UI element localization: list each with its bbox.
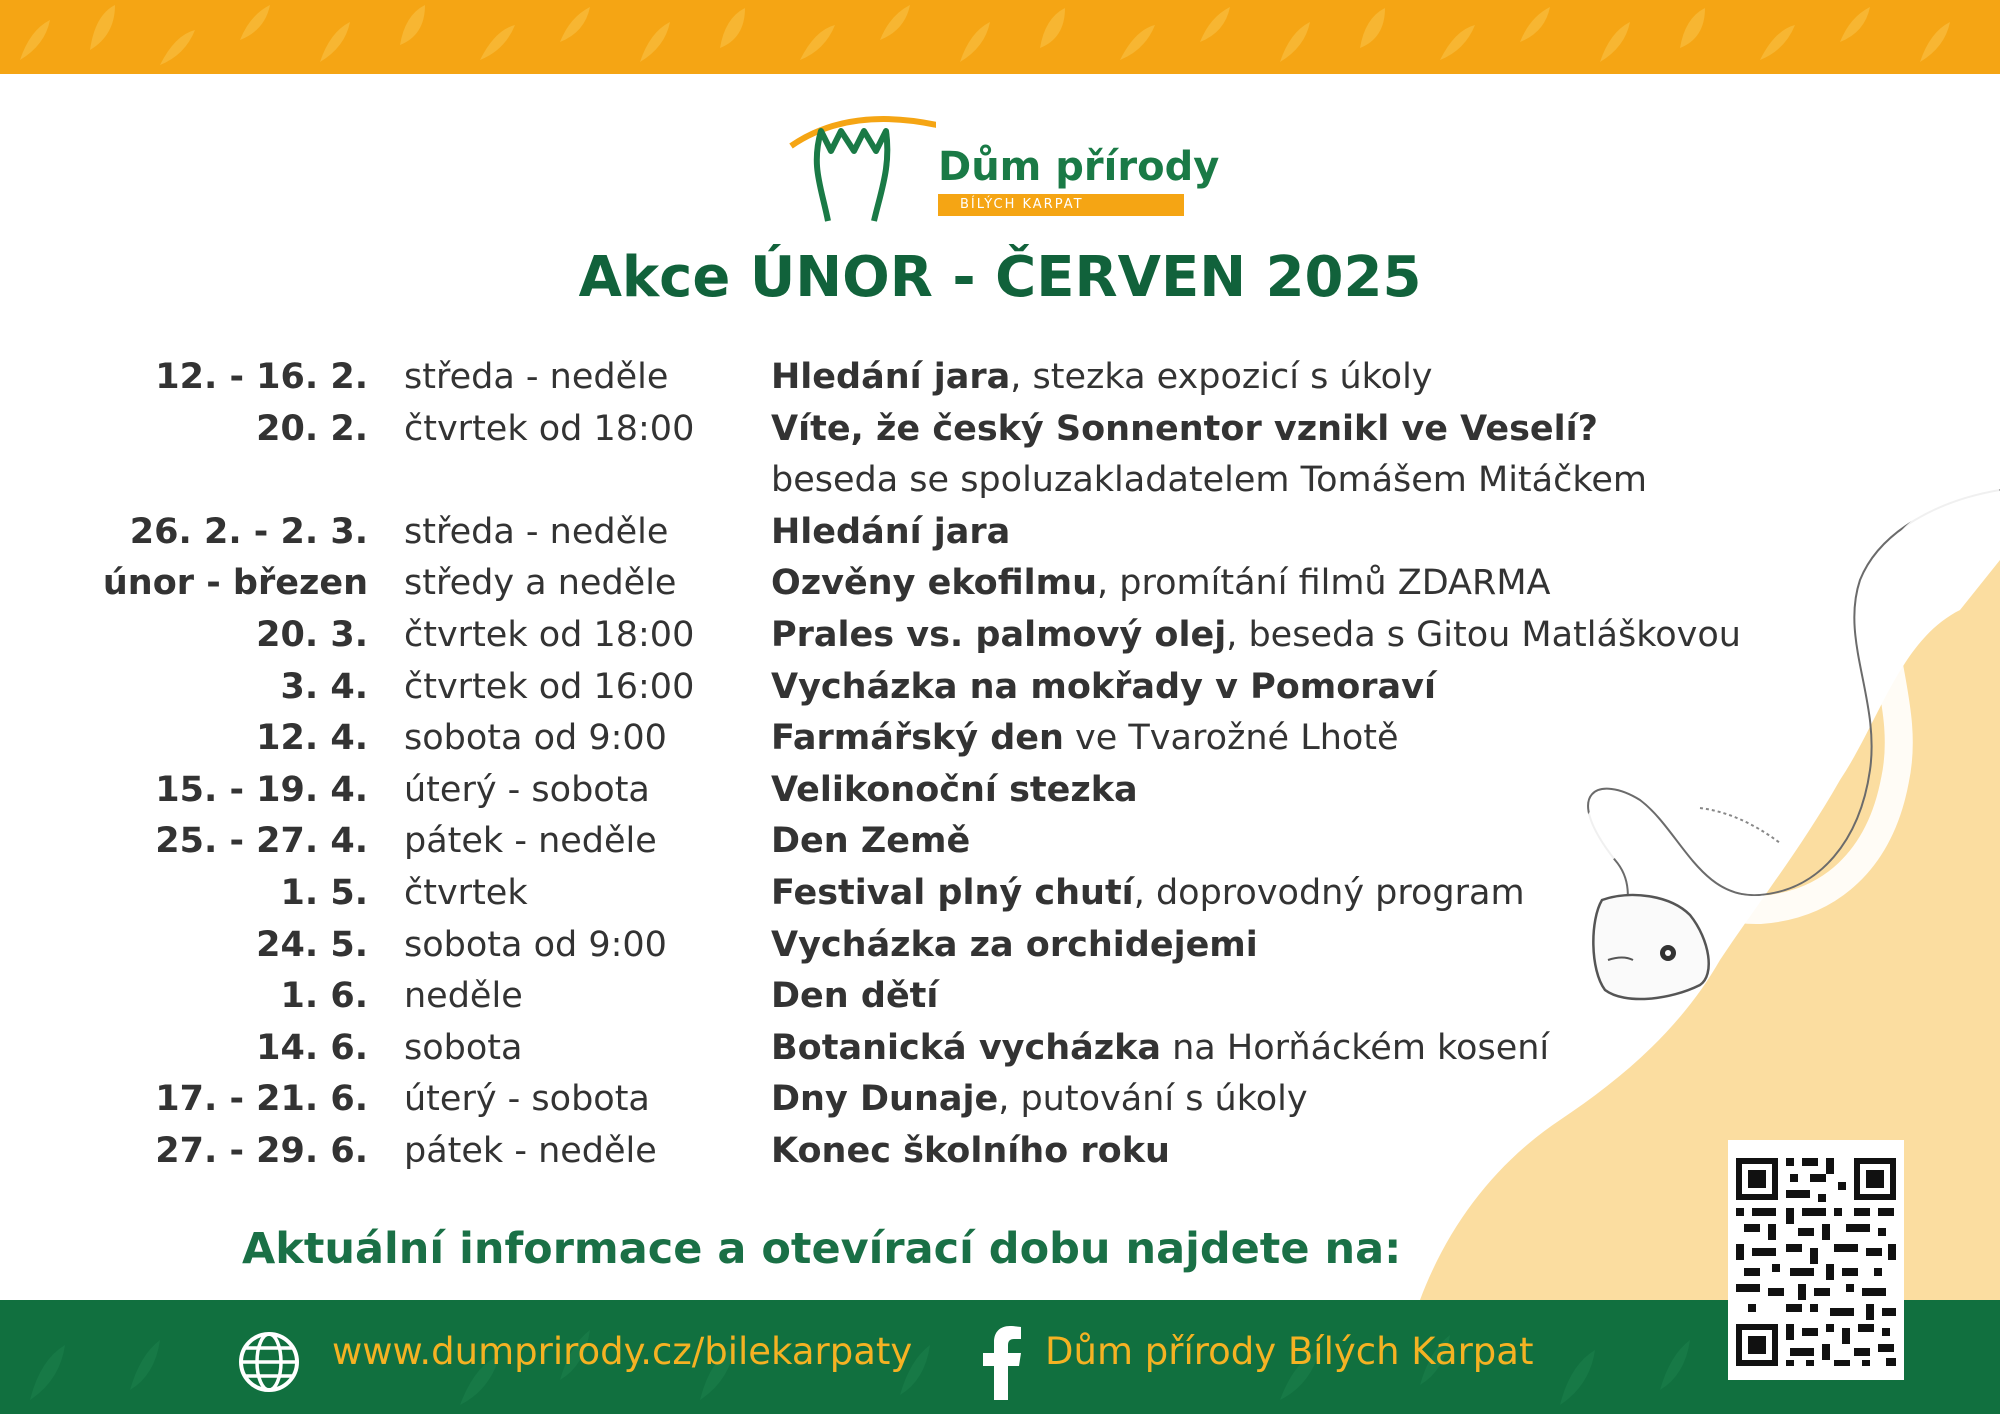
event-day: pátek - neděle [404,821,657,862]
event-day: pátek - neděle [404,1130,657,1171]
event-row [0,610,1760,662]
event-title [771,1126,1170,1178]
event-title-rest: , putování s úkoly [998,1079,1308,1120]
event-title-bold: Vycházka na mokřady v Pomoraví [771,666,1436,707]
event-title-bold: Vycházka za orchidejemi [771,924,1258,965]
event-day: středa - neděle [404,511,669,552]
event-date: únor - březen [102,563,368,604]
event-title-bold: Velikonoční stezka [771,769,1138,810]
event-row [0,558,1760,610]
event-date: 3. 4. [280,666,368,707]
logo-hand-icon [786,106,936,226]
event-title [771,455,1647,507]
event-row [0,507,1760,559]
event-title-rest: , doprovodný program [1133,872,1525,913]
logo [786,106,1220,226]
logo-name: Dům přírody [938,144,1220,190]
event-row [0,920,1760,972]
event-title-bold: Prales vs. palmový olej [771,614,1227,655]
event-title [771,765,1138,817]
event-title [771,558,1550,610]
website-link[interactable]: www.dumprirody.cz/bilekarpaty [332,1330,913,1373]
event-date: 20. 2. [256,408,368,449]
event-title-rest: , beseda s Gitou Matláškovou [1226,614,1741,655]
event-title [771,662,1436,714]
event-date: 15. - 19. 4. [155,769,368,810]
event-title [771,816,970,868]
event-title-bold: Farmářský den [771,718,1064,759]
event-day: čtvrtek od 16:00 [404,666,695,707]
event-title [771,920,1258,972]
event-row [0,971,1760,1023]
event-date: 14. 6. [256,1027,368,1068]
event-date: 12. 4. [256,718,368,759]
event-title-bold: Dny Dunaje [771,1079,999,1120]
event-row [0,1023,1760,1075]
event-day: středy a neděle [404,563,677,604]
event-row [0,816,1760,868]
event-title [771,971,938,1023]
event-day: středa - neděle [404,357,669,397]
event-day: úterý - sobota [404,769,650,810]
event-list [0,352,1760,1178]
event-row [0,662,1760,714]
event-row [0,713,1760,765]
event-day: úterý - sobota [404,1079,650,1120]
logo-subtitle: BÍLÝCH KARPAT [938,194,1184,216]
event-row [0,868,1760,920]
qr-code[interactable] [1728,1140,1904,1380]
event-title [771,352,1433,404]
event-day: čtvrtek od 18:00 [404,408,695,449]
event-title-bold: Hledání jara [771,357,1011,397]
event-title-bold: Ozvěny ekofilmu [771,563,1098,604]
event-title-rest: , stezka expozicí s úkoly [1010,357,1433,397]
event-date: 25. - 27. 4. [155,821,368,862]
event-date: 1. 5. [280,872,368,913]
event-title-bold: Konec školního roku [771,1130,1170,1171]
event-row [0,455,1760,507]
event-date: 27. - 29. 6. [155,1130,368,1171]
event-date: 1. 6. [280,976,368,1017]
event-date: 26. 2. - 2. 3. [129,511,368,552]
event-title-bold: Hledání jara [771,511,1011,552]
event-title [771,713,1399,765]
globe-icon [237,1330,301,1394]
event-title [771,868,1525,920]
event-title-bold: Den Země [771,821,971,862]
info-text: Aktuální informace a otevírací dobu najdete na: [242,1224,1402,1274]
event-title [771,1023,1549,1075]
event-row [0,352,1760,404]
event-row [0,404,1760,456]
event-title-bold: Víte, že český Sonnentor vznikl ve Veselí? [771,408,1598,449]
event-title [771,404,1598,456]
page-title: Akce ÚNOR - ČERVEN 2025 [578,245,1422,310]
facebook-icon [980,1320,1024,1400]
event-title [771,507,1010,559]
event-title-bold: Den dětí [771,976,939,1017]
event-title-bold: Festival plný chutí [771,872,1134,913]
event-day: neděle [404,976,523,1017]
event-date: 24. 5. [256,924,368,965]
qr-code-graphic [1728,1140,1904,1380]
event-row [0,1074,1760,1126]
event-title-rest: na Horňáckém kosení [1161,1027,1550,1068]
event-day: čtvrtek od 18:00 [404,614,695,655]
event-row [0,765,1760,817]
event-title [771,610,1741,662]
event-date: 17. - 21. 6. [155,1079,368,1120]
facebook-link[interactable]: Dům přírody Bílých Karpat [1045,1330,1534,1373]
event-title-rest: beseda se spoluzakladatelem Tomášem Mitáčkem [771,460,1647,501]
event-date: 12. - 16. 2. [155,357,368,397]
event-title-bold: Botanická vycházka [771,1027,1161,1068]
event-day: sobota [404,1027,523,1068]
event-row [0,1126,1760,1178]
event-title-rest: ve Tvarožné Lhotě [1063,718,1399,759]
event-date: 20. 3. [256,614,368,655]
event-title-rest: , promítání filmů ZDARMA [1097,563,1551,604]
event-day: sobota od 9:00 [404,924,667,965]
event-day: čtvrtek [404,872,528,913]
event-title [771,1074,1308,1126]
event-day: sobota od 9:00 [404,718,667,759]
